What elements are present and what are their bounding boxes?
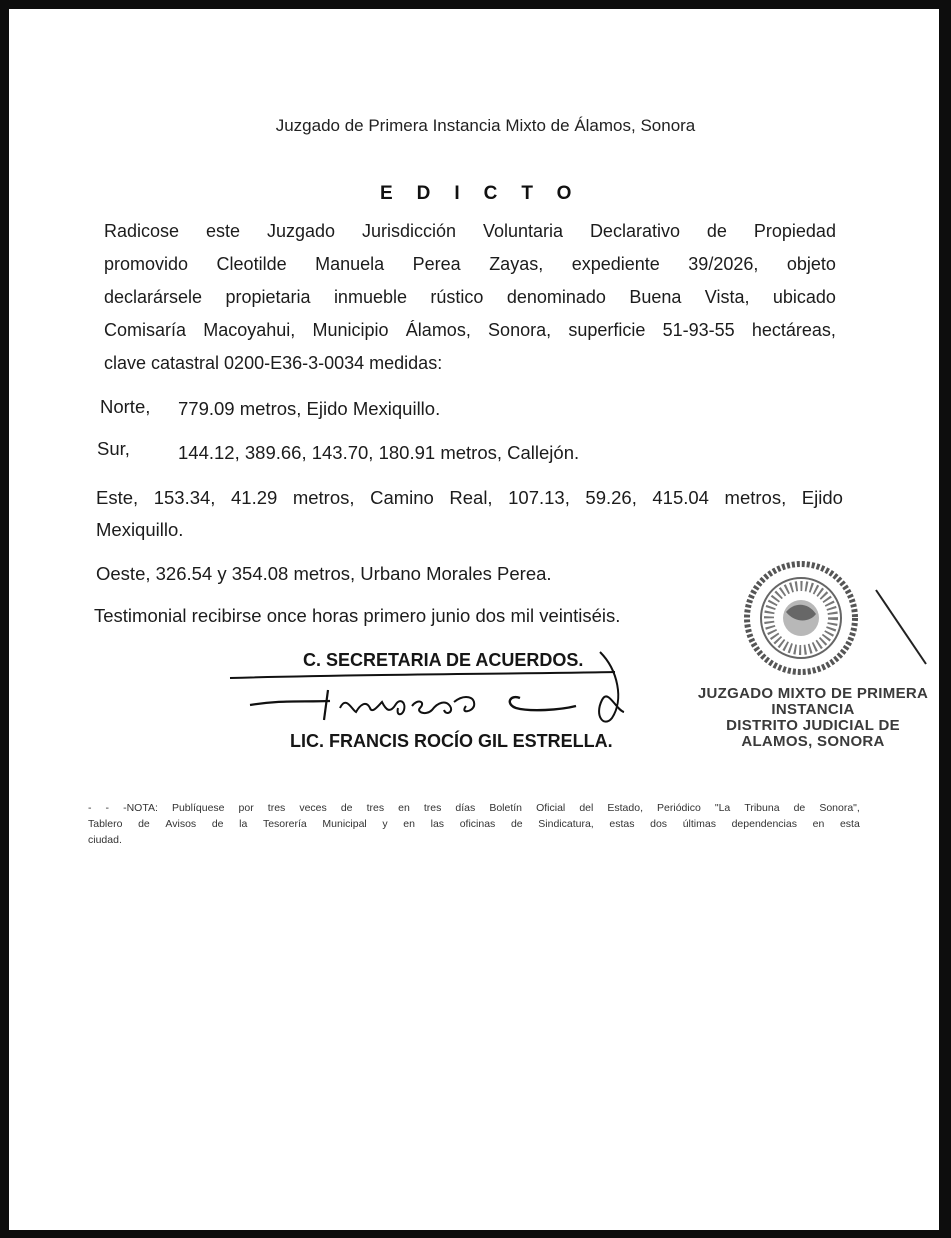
norte-label: Norte, [100,396,151,417]
stamp-line: ALAMOS, SONORA [741,733,885,750]
word: 51-93-55 [662,320,735,340]
word: Cleotilde [216,254,287,274]
word: Ejido [801,487,843,508]
word: 107.13, [508,487,570,508]
word: promovido [104,254,189,274]
word: 415.04 [652,487,709,508]
word: por [238,802,254,814]
word: Municipal [322,818,367,830]
word: tres [366,802,385,814]
court-seal-icon [736,562,936,677]
word: la [239,818,248,830]
sur-label: Sur, [97,438,130,459]
word: de [340,802,353,814]
word: - [88,802,92,814]
word: - [105,802,110,814]
word: rústico [430,287,484,307]
word: días [455,802,476,814]
word: Buena [629,287,682,307]
word: 59.26, [585,487,637,508]
note-line [88,816,860,832]
word: de [211,818,224,830]
sur-text: 144.12, 389.66, 143.70, 180.91 metros, Callejón. [178,442,580,463]
intro-line [104,215,836,248]
secretary-title: C. SECRETARIA DE ACUERDOS. [303,650,584,670]
intro-line [104,248,836,281]
word: oficinas [459,818,496,830]
word: tres [423,802,442,814]
word: las [430,818,445,830]
word: de [510,818,523,830]
word: de [138,818,150,830]
word: 39/2026, [688,254,759,274]
word: Periódico [657,802,701,814]
secretary-name: LIC. FRANCIS ROCÍO GIL ESTRELLA. [290,731,613,751]
word: declarársele [104,287,203,307]
word: Real, [449,487,493,508]
word: dos [650,818,668,830]
word: 153.34, [153,487,216,508]
word: estas [609,818,635,830]
intro-paragraph [104,215,836,380]
word: 41.29 [231,487,278,508]
word: Estado, [607,802,643,814]
norte-text: 779.09 metros, Ejido Mexiquillo. [178,398,441,419]
word: Boletín [489,802,523,814]
word: Zayas, [489,254,544,274]
stamp-line: JUZGADO MIXTO DE PRIMERA [697,685,929,702]
word: Municipio [312,320,389,340]
word: Camino [370,487,434,508]
word: Jurisdicción [361,221,456,241]
word: Radicose [104,221,180,241]
publication-note [88,800,860,848]
este-line [96,482,843,514]
word: Sonora, [488,320,552,340]
intro-line [104,281,836,314]
word: "La [714,802,731,814]
word: Oficial [536,802,566,814]
court-header: Juzgado de Primera Instancia Mixto de Álamos, Sonora [275,116,696,135]
word: inmueble [333,287,407,307]
word: veces [299,802,327,814]
word: dependencias [731,818,797,830]
word: objeto [786,254,836,274]
word: Vista, [704,287,750,307]
note-line: ciudad. [88,834,122,846]
word: denominado [506,287,606,307]
word: Álamos, [405,320,471,340]
word: expediente [571,254,660,274]
stamp-line: DISTRITO JUDICIAL DE [726,717,900,734]
word: hectáreas, [751,320,836,340]
word: metros, [292,487,355,508]
word: superficie [568,320,646,340]
word: Este, [96,487,139,508]
word: metros, [724,487,787,508]
intro-line [104,314,836,347]
word: Sonora", [819,802,860,814]
word: de [706,221,727,241]
court-stamp [690,686,936,750]
word: últimas [682,818,716,830]
testimonial-text: Testimonial recibirse once horas primero junio dos mil veintiséis. [94,605,621,626]
oeste-text: Oeste, 326.54 y 354.08 metros, Urbano Morales Perea. [96,563,552,584]
word: este [205,221,241,241]
word: Macoyahui, [203,320,296,340]
word: y [382,818,388,830]
word: propietaria [225,287,311,307]
edict-title: EDICTO [380,183,596,204]
note-line [88,800,860,816]
word: Manuela [315,254,385,274]
word: Voluntaria [482,221,563,241]
word: esta [839,818,860,830]
word: Tesorería [262,818,307,830]
word: Comisaría [104,320,187,340]
word: Publíquese [171,802,225,814]
word: Propiedad [753,221,836,241]
word: Perea [412,254,461,274]
este-paragraph [96,482,843,546]
word: tres [267,802,286,814]
este-line: Mexiquillo. [96,519,184,540]
word: ubicado [772,287,836,307]
word: en [812,818,825,830]
signature [220,650,640,740]
word: Declarativo [589,221,680,241]
word: Sindicatura, [538,818,594,830]
word: del [579,802,594,814]
word: Tablero [88,818,123,830]
word: Juzgado [266,221,336,241]
word: en [403,818,415,830]
stamp-line: INSTANCIA [771,701,855,718]
word: -NOTA: [123,802,158,814]
word: en [398,802,410,814]
word: Avisos [165,818,197,830]
word: de [793,802,806,814]
word: Tribuna [744,802,780,814]
intro-line: clave catastral 0200-E36-3-0034 medidas: [104,353,443,373]
